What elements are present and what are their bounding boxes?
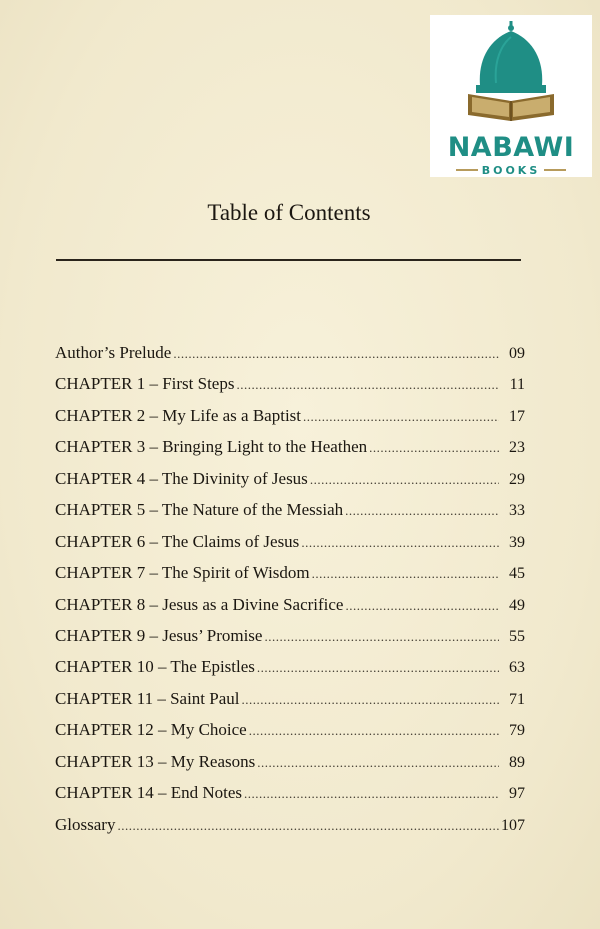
toc-leader-dots — [264, 626, 499, 648]
toc-leader-dots — [303, 406, 499, 428]
table-of-contents — [55, 342, 525, 845]
toc-entry[interactable] — [55, 594, 525, 625]
toc-entry[interactable] — [55, 342, 525, 373]
toc-entry[interactable] — [55, 531, 525, 562]
toc-leader-dots — [369, 437, 499, 459]
toc-leader-dots — [117, 815, 499, 837]
toc-page-number: 107 — [501, 816, 525, 834]
toc-page-number: 79 — [509, 722, 525, 740]
toc-entry-label: CHAPTER 3 – Bringing Light to the Heathen — [55, 437, 368, 457]
toc-page-number: 89 — [509, 753, 525, 771]
toc-leader-dots — [257, 657, 499, 679]
toc-leader-dots — [236, 374, 499, 396]
toc-leader-dots — [257, 752, 499, 774]
toc-entry-label: CHAPTER 5 – The Nature of the Messiah — [55, 500, 344, 520]
toc-leader-dots — [310, 469, 499, 491]
toc-page-number: 39 — [509, 533, 525, 551]
toc-entry[interactable] — [55, 719, 525, 750]
toc-leader-dots — [244, 783, 499, 805]
logo-wordmark: NABAWI — [447, 132, 575, 163]
toc-page-number: 49 — [509, 596, 525, 614]
toc-leader-dots — [242, 689, 500, 711]
toc-entry-label: CHAPTER 2 – My Life as a Baptist — [55, 405, 302, 425]
toc-entry-label: CHAPTER 1 – First Steps — [55, 374, 235, 394]
toc-entry-label: CHAPTER 12 – My Choice — [55, 720, 247, 740]
toc-entry[interactable] — [55, 688, 525, 719]
toc-entry[interactable] — [55, 814, 525, 845]
logo-subtitle — [430, 165, 592, 177]
toc-page-number: 55 — [509, 627, 525, 645]
logo-bar-right — [544, 169, 566, 171]
toc-entry[interactable] — [55, 625, 525, 656]
toc-page-number: 17 — [509, 407, 525, 425]
toc-entry-label: CHAPTER 13 – My Reasons — [55, 751, 256, 771]
toc-entry-label: CHAPTER 11 – Saint Paul — [55, 688, 240, 708]
toc-entry-label: CHAPTER 8 – Jesus as a Divine Sacrifice — [55, 594, 344, 614]
toc-entry-label: CHAPTER 4 – The Divinity of Jesus — [55, 468, 308, 488]
dome-book-icon — [430, 15, 592, 135]
toc-leader-dots — [345, 500, 499, 522]
toc-entry[interactable] — [55, 782, 525, 813]
nabawi-books-logo — [430, 15, 592, 177]
toc-entry-label: Glossary — [55, 814, 116, 834]
toc-leader-dots — [312, 563, 499, 585]
toc-page-number: 11 — [509, 376, 525, 394]
toc-page-number: 71 — [509, 690, 525, 708]
toc-leader-dots — [345, 595, 499, 617]
toc-leader-dots — [173, 343, 499, 365]
toc-entry[interactable] — [55, 436, 525, 467]
toc-entry-label: CHAPTER 14 – End Notes — [55, 783, 242, 803]
toc-entry-label: CHAPTER 7 – The Spirit of Wisdom — [55, 563, 310, 583]
toc-page-number: 33 — [509, 502, 525, 520]
page-title: Table of Contents — [207, 200, 371, 225]
toc-page-number: 09 — [509, 345, 525, 362]
logo-bar-left — [456, 169, 478, 171]
title-rule — [56, 259, 521, 261]
toc-entry[interactable] — [55, 751, 525, 782]
toc-entry[interactable] — [55, 499, 525, 530]
logo-subtitle-text: BOOKS — [481, 164, 541, 177]
toc-entry[interactable] — [55, 373, 525, 404]
toc-entry-label: CHAPTER 10 – The Epistles — [55, 657, 255, 677]
toc-entry[interactable] — [55, 562, 525, 593]
toc-page-number: 63 — [509, 659, 525, 677]
toc-entry-label: Author’s Prelude — [55, 343, 172, 362]
toc-entry[interactable] — [55, 468, 525, 499]
toc-page-number: 45 — [509, 565, 525, 583]
toc-entry-label: CHAPTER 6 – The Claims of Jesus — [55, 531, 300, 551]
toc-page-number: 97 — [509, 785, 525, 803]
toc-leader-dots — [301, 532, 499, 554]
toc-entry[interactable] — [55, 405, 525, 436]
toc-page-number: 23 — [509, 439, 525, 457]
toc-entry[interactable] — [55, 656, 525, 687]
toc-page-number: 29 — [509, 470, 525, 488]
toc-leader-dots — [249, 720, 499, 742]
toc-entry-label: CHAPTER 9 – Jesus’ Promise — [55, 625, 263, 645]
